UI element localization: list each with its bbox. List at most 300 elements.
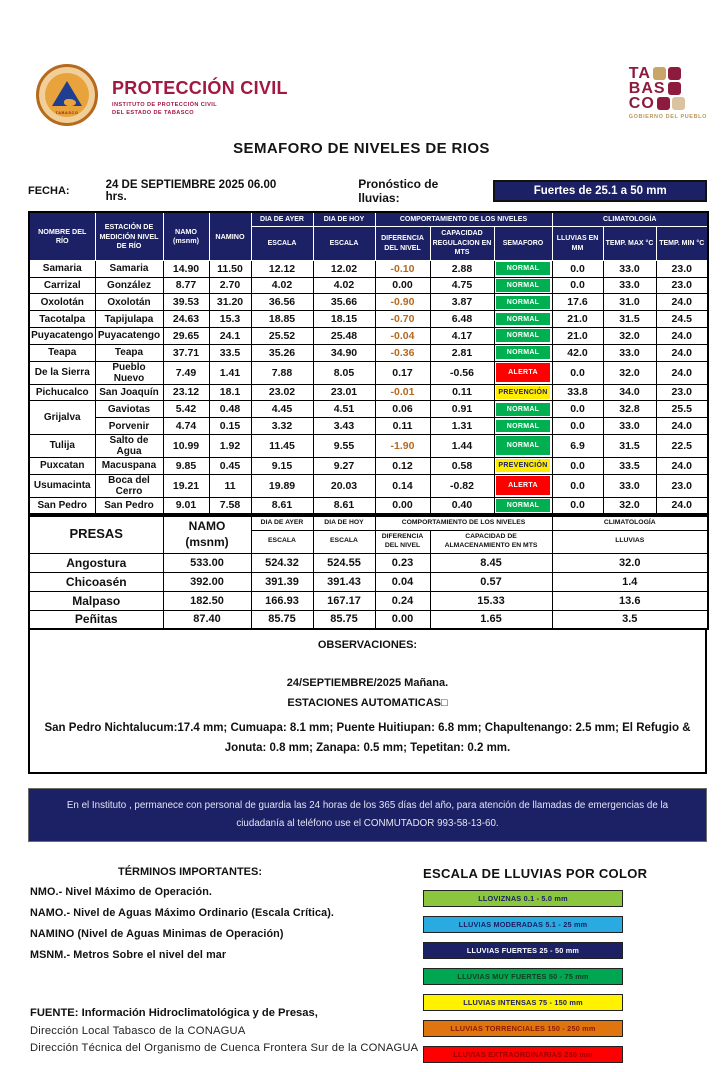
org-subtitle [112,101,288,117]
presa-row [29,553,708,572]
diferencia-cell: 0.14 [375,474,430,497]
observaciones-title: OBSERVACIONES: [317,639,418,651]
col-header-estacion: ESTACIÓN DE MEDICIÓN NIVEL DE RÍO [95,212,163,260]
namino-cell: 1.92 [209,434,251,457]
escala-ayer-cell: 3.32 [251,418,313,435]
temp-max-cell: 32.0 [603,361,656,384]
semaforo-badge: NORMAL [496,499,550,511]
presa-lluvias-cell: 32.0 [552,553,708,572]
capacidad-cell: 3.87 [430,294,494,311]
col-header-tmax: TEMP. MAX °C [603,227,656,260]
river-row [29,418,708,435]
legend-bar: LLOVIZNAS 0.1 - 5.0 mm [423,890,623,907]
namino-cell: 2.70 [209,277,251,294]
namo-cell: 9.01 [163,497,209,514]
escala-ayer-cell: 4.45 [251,401,313,418]
org-subtitle-line1: INSTITUTO DE PROTECCIÓN CIVIL [112,102,218,108]
temp-min-cell: 24.0 [656,418,708,435]
presa-escala-hoy-cell: 524.55 [313,553,375,572]
capacidad-cell: 2.88 [430,260,494,277]
semaforo-cell [494,344,552,361]
lluvias-cell: 6.9 [552,434,603,457]
termino-item: NMO.- Nivel Máximo de Operación. [30,885,212,898]
namo-cell: 39.53 [163,294,209,311]
river-name-cell: Pichucalco [29,384,95,401]
temp-max-cell: 33.5 [603,457,656,474]
col-header-climatologia: CLIMATOLOGÍA [552,212,708,227]
temp-min-cell: 23.0 [656,277,708,294]
diferencia-cell: -0.90 [375,294,430,311]
tabasco-tagline: GOBIERNO DEL PUEBLO [628,114,707,120]
station-name-cell: Macuspana [95,457,163,474]
station-name-cell: González [95,277,163,294]
tabasco-logo-glyph-icon [672,97,685,110]
col-header-rio: NOMBRE DEL RÍO [29,212,95,260]
fuente-section [30,1007,423,1054]
legend-bar: LLUVIAS FUERTES 25 - 50 mm [423,942,623,959]
presa-diferencia-cell: 0.04 [375,572,430,591]
page-title: SEMAFORO DE NIVELES DE RIOS [233,140,490,157]
temp-min-cell: 24.0 [656,361,708,384]
river-row [29,401,708,418]
capacidad-cell: -0.82 [430,474,494,497]
temp-max-cell: 32.0 [603,497,656,514]
namo-cell: 7.49 [163,361,209,384]
semaforo-badge: PREVENCIÓN [496,386,550,399]
escala-hoy-cell: 4.51 [313,401,375,418]
escala-ayer-cell: 35.26 [251,344,313,361]
capacidad-cell: 0.40 [430,497,494,514]
lluvias-cell: 21.0 [552,327,603,344]
temp-max-cell: 31.0 [603,294,656,311]
tabasco-map-icon [64,99,76,106]
capacidad-cell: 2.81 [430,344,494,361]
lluvias-cell: 17.6 [552,294,603,311]
presas-col-diferencia: DIFERENCIA DEL NIVEL [375,530,430,553]
presa-escala-ayer-cell: 85.75 [251,610,313,629]
namino-cell: 31.20 [209,294,251,311]
escala-ayer-cell: 19.89 [251,474,313,497]
temp-min-cell: 24.0 [656,497,708,514]
semaforo-badge: NORMAL [496,313,550,326]
tabasco-logo-glyph-icon [668,82,681,95]
station-name-cell: Oxolotán [95,294,163,311]
diferencia-cell: 0.11 [375,418,430,435]
presa-lluvias-cell: 13.6 [552,591,708,610]
river-row [29,384,708,401]
rivers-table [28,211,709,515]
diferencia-cell: -0.36 [375,344,430,361]
diferencia-cell: -0.10 [375,260,430,277]
capacidad-cell: 0.58 [430,457,494,474]
fecha-value: 24 DE SEPTIEMBRE 2025 06.00 hrs. [105,179,277,203]
temp-min-cell: 24.0 [656,294,708,311]
station-name-cell: Porvenir [95,418,163,435]
capacidad-cell: 6.48 [430,311,494,328]
temp-max-cell: 31.5 [603,311,656,328]
namino-cell: 24.1 [209,327,251,344]
river-row [29,327,708,344]
station-name-cell: Salto de Agua [95,434,163,457]
proteccion-civil-seal-icon [36,64,98,126]
semaforo-cell [494,260,552,277]
namo-cell: 23.12 [163,384,209,401]
semaforo-cell [494,327,552,344]
lluvias-cell: 42.0 [552,344,603,361]
presas-col-ayer: DIA DE AYER [251,516,313,530]
presas-col-lluvias: LLUVIAS [552,530,708,553]
presas-col-hoy: DIA DE HOY [313,516,375,530]
presas-table [28,515,709,630]
escala-ayer-cell: 4.02 [251,277,313,294]
escala-hoy-cell: 8.61 [313,497,375,514]
pronostico-value-badge: Fuertes de 25.1 a 50 mm [493,180,707,202]
river-row [29,260,708,277]
termino-item: NAMINO (Nivel de Aguas Minimas de Operación) [30,927,284,940]
presas-table-body [29,553,708,629]
presa-name-cell: Angostura [29,553,163,572]
river-row [29,294,708,311]
presa-escala-ayer-cell: 391.39 [251,572,313,591]
semaforo-badge: NORMAL [496,403,550,416]
temp-min-cell: 23.0 [656,474,708,497]
semaforo-badge: NORMAL [496,262,550,275]
semaforo-cell [494,401,552,418]
river-row [29,434,708,457]
presas-col-comportamiento: COMPORTAMIENTO DE LOS NIVELES [375,516,552,530]
capacidad-cell: 0.91 [430,401,494,418]
river-name-cell: Carrizal [29,277,95,294]
tabasco-logo [629,64,707,120]
col-header-escala-hoy: ESCALA [313,227,375,260]
diferencia-cell: -0.01 [375,384,430,401]
page-header [0,0,723,126]
col-header-capacidad: CAPACIDAD REGULACION EN MTS [430,227,494,260]
semaforo-badge: ALERTA [496,476,550,495]
proteccion-civil-brand [36,64,288,126]
presa-lluvias-cell: 1.4 [552,572,708,591]
diferencia-cell: -0.04 [375,327,430,344]
escala-hoy-cell: 18.15 [313,311,375,328]
semaforo-cell [494,361,552,384]
col-header-namino: NAMINO [209,212,251,260]
temp-max-cell: 33.0 [603,277,656,294]
observaciones-stations: San Pedro Nichtalucum:17.4 mm; Cumuapa: 8.1 mm; Puente Huitiupan: 6.8 mm; Chapultenango: 2.5 mm; El Refugio & Jonuta: 0.8 mm; Zanapa: 0.5 mm; Tepetitan: 0.2 mm. [44,722,691,755]
lluvias-cell: 0.0 [552,457,603,474]
river-name-cell: Tulija [29,434,95,457]
escala-ayer-cell: 25.52 [251,327,313,344]
semaforo-badge: NORMAL [496,436,550,455]
escala-ayer-cell: 23.02 [251,384,313,401]
col-header-hoy: DIA DE HOY [313,212,375,227]
lluvias-cell: 33.8 [552,384,603,401]
namino-cell: 11.50 [209,260,251,277]
temp-max-cell: 32.0 [603,327,656,344]
semaforo-badge: NORMAL [496,279,550,292]
org-subtitle-line2: DEL ESTADO DE TABASCO [112,110,195,117]
presa-name-cell: Chicoasén [29,572,163,591]
namo-cell: 37.71 [163,344,209,361]
terminos-title: TÉRMINOS IMPORTANTES: [117,865,262,878]
river-name-cell: Oxolotán [29,294,95,311]
presas-col-namo: NAMO (msnm) [163,516,251,553]
presa-namo-cell: 87.40 [163,610,251,629]
namo-cell: 8.77 [163,277,209,294]
station-name-cell: Pueblo Nuevo [95,361,163,384]
legend-bar: LLUVIAS INTENSAS 75 - 150 mm [423,994,623,1011]
namo-cell: 5.42 [163,401,209,418]
lluvias-cell: 0.0 [552,361,603,384]
namino-cell: 18.1 [209,384,251,401]
presas-col-climatologia: CLIMATOLOGÍA [552,516,708,530]
legend-bar: LLUVIAS TORRENCIALES 150 - 250 mm [423,1020,623,1037]
temp-max-cell: 33.0 [603,260,656,277]
station-name-cell: Teapa [95,344,163,361]
semaforo-cell [494,311,552,328]
tabasco-logo-line2: BAS [628,80,666,97]
capacidad-cell: 1.31 [430,418,494,435]
river-row [29,361,708,384]
semaforo-cell [494,418,552,435]
legend-title: ESCALA DE LLUVIAS POR COLOR [423,865,648,881]
escala-hoy-cell: 3.43 [313,418,375,435]
seal-label: TABASCO [55,110,79,115]
presa-capacidad-cell: 0.57 [430,572,552,591]
tabasco-logo-glyph-icon [653,67,666,80]
temp-min-cell: 24.0 [656,344,708,361]
station-name-cell: San Pedro [95,497,163,514]
diferencia-cell: 0.06 [375,401,430,418]
presa-escala-hoy-cell: 167.17 [313,591,375,610]
diferencia-cell: -1.90 [375,434,430,457]
observaciones-box [28,630,707,774]
namo-cell: 4.74 [163,418,209,435]
namino-cell: 1.41 [209,361,251,384]
presa-diferencia-cell: 0.23 [375,553,430,572]
escala-hoy-cell: 23.01 [313,384,375,401]
col-header-comportamiento: COMPORTAMIENTO DE LOS NIVELES [375,212,552,227]
observaciones-subtitle: ESTACIONES AUTOMATICAS□ [287,697,448,709]
namino-cell: 0.15 [209,418,251,435]
semaforo-cell [494,474,552,497]
presa-namo-cell: 392.00 [163,572,251,591]
temp-max-cell: 32.8 [603,401,656,418]
temp-min-cell: 24.5 [656,311,708,328]
semaforo-badge: NORMAL [496,329,550,342]
escala-hoy-cell: 35.66 [313,294,375,311]
semaforo-cell [494,294,552,311]
temp-min-cell: 24.0 [656,457,708,474]
namo-cell: 24.63 [163,311,209,328]
legend-bar: LLUVIAS MODERADAS 5.1 - 25 mm [423,916,623,933]
temp-min-cell: 24.0 [656,327,708,344]
namo-cell: 9.85 [163,457,209,474]
escala-hoy-cell: 8.05 [313,361,375,384]
bottom-section [28,866,707,1072]
escala-ayer-cell: 7.88 [251,361,313,384]
tabasco-logo-glyph-icon [657,97,670,110]
escala-ayer-cell: 12.12 [251,260,313,277]
col-header-semaforo: SEMAFORO [494,227,552,260]
presa-diferencia-cell: 0.00 [375,610,430,629]
diferencia-cell: 0.00 [375,497,430,514]
legend-bars [423,890,707,1063]
station-name-cell: Gaviotas [95,401,163,418]
meta-row [28,177,707,205]
temp-min-cell: 25.5 [656,401,708,418]
river-row [29,497,708,514]
presa-lluvias-cell: 3.5 [552,610,708,629]
station-name-cell: Tapijulapa [95,311,163,328]
legend-section [423,866,707,1072]
fuente-line2: Dirección Local Tabasco de la CONAGUA [30,1024,246,1037]
river-row [29,311,708,328]
col-header-ayer: DIA DE AYER [251,212,313,227]
presas-col-escala-ayer: ESCALA [251,530,313,553]
termino-item: MSNM.- Metros Sobre el nivel del mar [30,948,227,961]
tabasco-logo-line3: CO [628,95,655,112]
presa-diferencia-cell: 0.24 [375,591,430,610]
namino-cell: 11 [209,474,251,497]
escala-hoy-cell: 4.02 [313,277,375,294]
namo-cell: 29.65 [163,327,209,344]
col-header-namo: NAMO (msnm) [163,212,209,260]
semaforo-badge: ALERTA [496,363,550,382]
semaforo-cell [494,497,552,514]
namino-cell: 33.5 [209,344,251,361]
tabasco-logo-line1: TA [628,65,651,82]
namino-cell: 7.58 [209,497,251,514]
namino-cell: 0.48 [209,401,251,418]
observaciones-date: 24/SEPTIEMBRE/2025 Mañana. [286,677,449,689]
presa-escala-ayer-cell: 166.93 [251,591,313,610]
org-name-block [112,64,288,117]
escala-ayer-cell: 36.56 [251,294,313,311]
river-row [29,277,708,294]
legend-bar: LLUVIAS EXTRAORDINARIAS 250 mm [423,1046,623,1063]
river-name-cell: Puxcatan [29,457,95,474]
emergency-banner: En el Instituto , permanece con personal de guardia las 24 horas de los 365 días del año, para atención de llamadas de emergencias de la ciudadanía al teléfono use el CONMUTADOR 993-58-13-60. [28,788,707,841]
presas-col-capacidad: CAPACIDAD DE ALMACENAMIENTO EN MTS [430,530,552,553]
presa-capacidad-cell: 15.33 [430,591,552,610]
lluvias-cell: 0.0 [552,401,603,418]
escala-hoy-cell: 25.48 [313,327,375,344]
river-name-cell: Usumacinta [29,474,95,497]
lluvias-cell: 0.0 [552,260,603,277]
river-name-cell: Samaria [29,260,95,277]
presa-name-cell: Malpaso [29,591,163,610]
namo-cell: 14.90 [163,260,209,277]
station-name-cell: San Joaquín [95,384,163,401]
escala-ayer-cell: 11.45 [251,434,313,457]
fecha-label: FECHA: [28,185,70,197]
presa-escala-ayer-cell: 524.32 [251,553,313,572]
escala-ayer-cell: 18.85 [251,311,313,328]
lluvias-cell: 0.0 [552,474,603,497]
semaforo-cell [494,434,552,457]
station-name-cell: Samaria [95,260,163,277]
presa-row [29,591,708,610]
termino-item: NAMO.- Nivel de Aguas Máximo Ordinario (Escala Crítica). [30,906,334,919]
presas-col-header: PRESAS [29,516,163,553]
station-name-cell: Boca del Cerro [95,474,163,497]
semaforo-cell [494,277,552,294]
tabasco-logo-glyph-icon [668,67,681,80]
presa-row [29,572,708,591]
escala-ayer-cell: 9.15 [251,457,313,474]
rivers-table-header [29,212,708,260]
namo-cell: 10.99 [163,434,209,457]
diferencia-cell: -0.70 [375,311,430,328]
escala-hoy-cell: 12.02 [313,260,375,277]
lluvias-cell: 0.0 [552,418,603,435]
escala-hoy-cell: 9.27 [313,457,375,474]
presas-col-escala-hoy: ESCALA [313,530,375,553]
presa-namo-cell: 182.50 [163,591,251,610]
river-name-cell: De la Sierra [29,361,95,384]
fuente-line3: Dirección Técnica del Organismo de Cuenca Frontera Sur de la CONAGUA [30,1041,419,1054]
temp-max-cell: 33.0 [603,474,656,497]
river-row [29,457,708,474]
lluvias-cell: 0.0 [552,497,603,514]
lluvias-cell: 21.0 [552,311,603,328]
presa-name-cell: Peñitas [29,610,163,629]
presa-row [29,610,708,629]
temp-min-cell: 23.0 [656,384,708,401]
terminos-list [30,886,423,961]
terminos-section [28,866,423,1072]
river-name-cell: Tacotalpa [29,311,95,328]
org-name: PROTECCIÓN CIVIL [112,78,288,98]
river-name-cell: San Pedro [29,497,95,514]
capacidad-cell: 4.17 [430,327,494,344]
semaforo-cell [494,384,552,401]
diferencia-cell: 0.00 [375,277,430,294]
temp-max-cell: 31.5 [603,434,656,457]
semaforo-cell [494,457,552,474]
namo-cell: 19.21 [163,474,209,497]
river-row [29,344,708,361]
station-name-cell: Puyacatengo [95,327,163,344]
col-header-escala-ayer: ESCALA [251,227,313,260]
diferencia-cell: 0.12 [375,457,430,474]
river-name-cell: Grijalva [29,401,95,435]
pronostico-label: Pronóstico de lluvias: [358,177,439,205]
col-header-lluvias: LLUVIAS EN MM [552,227,603,260]
semaforo-badge: NORMAL [496,420,550,433]
capacidad-cell: 0.11 [430,384,494,401]
escala-hoy-cell: 34.90 [313,344,375,361]
rivers-table-body [29,260,708,514]
semaforo-badge: NORMAL [496,346,550,359]
fuente-line1: FUENTE: Información Hidroclimatológica y de Presas, [30,1006,318,1019]
temp-max-cell: 34.0 [603,384,656,401]
legend-bar: LLUVIAS MUY FUERTES 50 - 75 mm [423,968,623,985]
namino-cell: 0.45 [209,457,251,474]
presa-escala-hoy-cell: 85.75 [313,610,375,629]
semaforo-badge: PREVENCIÓN [496,459,550,472]
escala-hoy-cell: 9.55 [313,434,375,457]
river-name-cell: Teapa [29,344,95,361]
river-row [29,474,708,497]
semaforo-badge: NORMAL [496,296,550,309]
temp-min-cell: 22.5 [656,434,708,457]
capacidad-cell: 4.75 [430,277,494,294]
temp-max-cell: 33.0 [603,344,656,361]
presa-escala-hoy-cell: 391.43 [313,572,375,591]
presa-namo-cell: 533.00 [163,553,251,572]
capacidad-cell: -0.56 [430,361,494,384]
